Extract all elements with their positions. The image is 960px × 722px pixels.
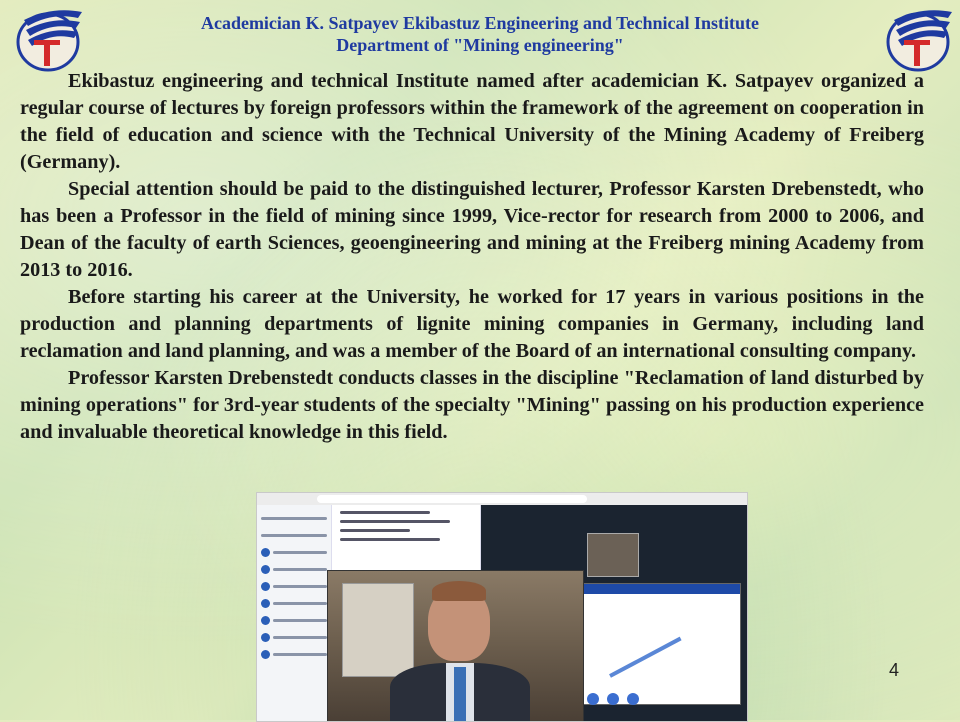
page-number: 4 <box>889 660 900 680</box>
paragraph-2: Special attention should be paid to the distinguished lecturer, Professor Кarsten Drebenstedt, who has been a Professor in the field of mining since 1999, Vice-rector for research from 2000 to 2006, and Dean of the faculty of earth Sciences, geoengineering and mining at the Freiberg mining Academy from 2013 to 2016. <box>20 178 924 281</box>
paragraph-1: Ekibastuz engineering and technical Institute named after academician K. Satpayev organized a regular course of lectures by foreign professors within the framework of the agreement on cooperation in the field of education and science with the Technical University of the Mining Academy of Freiberg (Germany). <box>20 70 924 173</box>
institute-logo-right <box>882 4 954 74</box>
slide-body <box>20 68 924 446</box>
institute-name: Academician K. Satpayev Ekibastuz Engineering and Technical Institute <box>200 13 760 33</box>
paragraph-4: Professor Кarsten Drebenstedt conducts classes in the discipline "Reclamation of land disturbed by mining operations" for 3rd-year students of the specialty "Mining" passing on his production experience and invaluable theoretical knowledge in this field. <box>20 367 924 443</box>
call-controls <box>587 693 667 707</box>
webinar-screenshot <box>256 492 748 722</box>
department-name: Department of "Mining engineering" <box>336 35 624 55</box>
lecturer-video <box>327 570 584 722</box>
paragraph-3: Before starting his career at the University, he worked for 17 years in various positions in the production and planning departments of lignite mining companies in Germany, including land reclamation and land planning, and was a member of the Board of an international consulting company. <box>20 286 924 362</box>
speaker-thumbnail <box>587 533 639 577</box>
participants-sidebar <box>257 505 332 721</box>
slide-header <box>100 12 860 56</box>
shared-slide <box>579 583 741 705</box>
institute-logo-left <box>12 4 84 74</box>
